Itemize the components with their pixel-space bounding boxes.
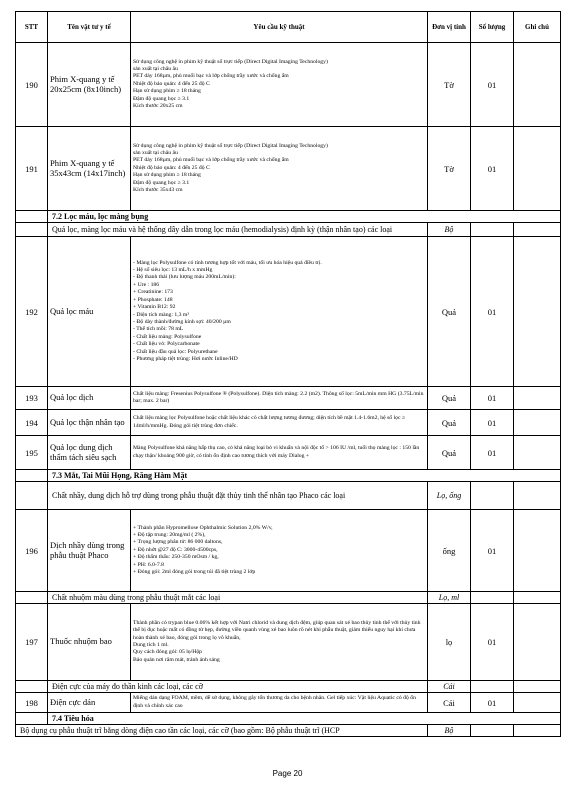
header-quantity: Số lượng	[471, 12, 514, 43]
row-stt: 196	[16, 510, 48, 592]
table-row	[16, 510, 561, 592]
page-number: Page 20	[272, 769, 303, 778]
row-unit: Cái	[428, 693, 471, 713]
row-name: Quả lọc máu	[48, 237, 131, 387]
row-unit: Quả	[428, 237, 471, 387]
row-unit: Quả	[428, 387, 471, 410]
row-quantity: 01	[471, 410, 514, 436]
table-header-row	[16, 12, 561, 43]
row-note	[514, 127, 561, 211]
group-label: Điện cực của máy đo thần kinh các loại, các cỡ	[48, 681, 428, 693]
header-name: Tên vật tư y tế	[48, 12, 131, 43]
row-name: Quả lọc dung dịch thẩm tách siêu sạch	[48, 436, 131, 470]
header-unit: Đơn vị tính	[428, 12, 471, 43]
row-stt: 197	[16, 604, 48, 681]
row-quantity: 01	[471, 510, 514, 592]
row-unit: lọ	[428, 604, 471, 681]
row-requirements: Miếng dán dạng FOAM, mềm, dễ sử dụng, không gây tổn thương da cho bệnh nhân. Gel tiếp xúc: Vật liệu Aquatic có độ ổn định và chính xác cao	[131, 693, 428, 713]
table-row	[16, 604, 561, 681]
row-unit: Tờ	[428, 127, 471, 211]
row-name: Thuốc nhuộm bao	[48, 604, 131, 681]
row-stt: 190	[16, 43, 48, 127]
section-title: 7.4 Tiêu hóa	[48, 713, 561, 725]
row-stt: 191	[16, 127, 48, 211]
group-row	[16, 482, 561, 510]
row-unit: Quả	[428, 436, 471, 470]
group-row	[16, 223, 561, 237]
row-unit: Tờ	[428, 43, 471, 127]
row-quantity: 01	[471, 604, 514, 681]
table-row	[16, 693, 561, 713]
row-quantity: 01	[471, 127, 514, 211]
row-quantity: 01	[471, 237, 514, 387]
group-label: Chất nhầy, dung dịch hỗ trợ dùng trong phẫu thuật đặt thủy tinh thể nhân tạo Phaco các loại	[48, 482, 428, 510]
header-requirements: Yêu cầu kỹ thuật	[131, 12, 428, 43]
row-stt: 195	[16, 436, 48, 470]
header-stt: STT	[16, 12, 48, 43]
row-name: Phim X-quang y tế 35x43cm (14x17inch)	[48, 127, 131, 211]
table-row	[16, 410, 561, 436]
table-row	[16, 43, 561, 127]
row-note	[514, 43, 561, 127]
row-requirements: Chất liệu màng lọc Polysulfone hoặc chất liệu khác có chất lượng tương đương; diện tích bề mặt 1.4-1.6m2, hệ số lọc ≥ 14ml/h/mmHg. Đóng gói tiệt trùng đơn chiếc.	[131, 410, 428, 436]
row-requirements: Sử dụng công nghệ in phim kỹ thuật số trực tiếp (Direct Digital Imaging Technology) sản xuất tại châu âu PET dày 168µm, phủ muối bạc và lớp chống trầy xước và chống ẩm Nhiệt độ bảo quản: 4 đến 25 độ C Hạn sử dụng phim ≥ 18 tháng Đậm độ quang học ≥ 3.1 Kích thước 35x43 cm	[131, 127, 428, 211]
table-row	[16, 387, 561, 410]
section-title: 7.2 Lọc máu, lọc màng bụng	[48, 211, 561, 223]
row-requirements: + Thành phần Hypromellose Ophthalmic Solution 2,0% W/v, + Độ tập trung: 20mg/ml ( 2%), + Trọng lượng phân tử: 86 000 daltons, + Độ nhớt @27 độ C: 3000-4500cps, + Độ thẩm thấu: 250-350 mOsm / kg, + PH: 6.0-7.8 + Đóng gói: 2ml đóng gói trong túi đã tiệt trùng 2 lớp	[131, 510, 428, 592]
group-unit: Lọ, ml	[428, 592, 471, 604]
group-unit: Cái	[428, 681, 471, 693]
equipment-table	[15, 11, 561, 737]
group-row	[16, 725, 561, 737]
header-note: Ghi chú	[514, 12, 561, 43]
row-name: Điện cực dán	[48, 693, 131, 713]
row-requirements: Sử dụng công nghệ in phim kỹ thuật số trực tiếp (Direct Digital Imaging Technology) sản xuất tại châu âu PET dày 168µm, phủ muối bạc và lớp chống trầy xước và chống ẩm Nhiệt độ bảo quản: 4 đến 25 độ C Hạn sử dụng phim ≥ 18 tháng Đậm độ quang học ≥ 3.1 Kích thước 20x25 cm	[131, 43, 428, 127]
row-note	[514, 604, 561, 681]
group-row	[16, 592, 561, 604]
row-requirements: Màng Polysulfone khả năng hấp thụ cao, có khả năng loại bỏ vi khuẩn và nội độc tố > 106 IU /ml, tuổi thọ màng lọc : 150 lần chạy thận/ khoảng 900 giờ, có tính ổn định cao tương thích với máy Dialog +	[131, 436, 428, 470]
row-stt: 192	[16, 237, 48, 387]
section-title: 7.3 Mắt, Tai Mũi Họng, Răng Hàm Mặt	[48, 470, 561, 482]
section-row	[16, 211, 561, 223]
group-label: Quả lọc, màng lọc máu và hệ thống dây dẫn trong lọc máu (hemodialysis) định kỳ (thận nhân tạo) các loại	[48, 223, 428, 237]
group-unit: Bộ	[428, 725, 471, 737]
group-unit: Lọ, ống	[428, 482, 471, 510]
row-quantity: 01	[471, 387, 514, 410]
row-note	[514, 410, 561, 436]
row-name: Phim X-quang y tế 20x25cm (8x10inch)	[48, 43, 131, 127]
row-quantity: 01	[471, 693, 514, 713]
row-note	[514, 436, 561, 470]
table-row	[16, 237, 561, 387]
row-note	[514, 387, 561, 410]
row-unit: Quả	[428, 410, 471, 436]
row-quantity: 01	[471, 43, 514, 127]
section-row	[16, 470, 561, 482]
row-requirements: Chất liệu màng: Fresenius Polysulfone ® (Polysulfone). Diện tích màng: 2.2 (m2). Thông số lọc: 5mL/min mm HG (3.75L/min bar; max. 2 bar)	[131, 387, 428, 410]
group-unit: Bộ	[428, 223, 471, 237]
group-label: Chất nhuộm màu dùng trong phẫu thuật mắt các loại	[48, 592, 428, 604]
row-requirements: Thành phần có trypan blue 0.06% kết hợp với Natri chlorid và dung dịch đệm, giúp quan sát xé bao thủy tinh thể với thủy tinh thể bị đục hoặc mất có đồng tử hẹp, đường viền quanh vùng xé bao luôn rõ nét khi phẫu thuật, giảm thiểu nguy hại khi chưa hoàn thành xé bao, đóng gói trong lọ vô khuẩn, Dung tích 1 ml. Quy cách đóng gói: 05 lọ/Hộp Bảo quản nơi râm mát, tránh ánh sáng	[131, 604, 428, 681]
row-stt: 198	[16, 693, 48, 713]
row-note	[514, 237, 561, 387]
row-quantity: 01	[471, 436, 514, 470]
row-name: Dịch nhầy dùng trong phẫu thuật Phaco	[48, 510, 131, 592]
row-requirements: - Màng lọc Polysulfone có tính tương hợp tốt với máu, tối ưu hóa hiệu quả điều trị. - Hệ số siêu lọc: 13 mL/h x mmHg - Độ thanh thải (lưu lượng máu 200mL/min): + Ure : 186 + Creatinine: 173 + Phosphate: 148 + Vitamin B12: 92 - Diện tích màng: 1,3 m² - Độ dày thành/đường kính sợi: 40/200 µm - Thể tích mồi: 78 mL - Chất liệu màng: Polysulfone - Chất liệu vỏ: Polycarbonate - Chất liệu đầu quả lọc: Polyurethane - Phương pháp tiệt trùng: Hơi nước Inline/HD	[131, 237, 428, 387]
group-row	[16, 681, 561, 693]
section-row	[16, 713, 561, 725]
row-name: Quả lọc dịch	[48, 387, 131, 410]
row-name: Quả lọc thận nhân tạo	[48, 410, 131, 436]
table-row	[16, 436, 561, 470]
table-row	[16, 127, 561, 211]
group-label: Bộ dụng cụ phẫu thuật trĩ bằng dòng điện cao tần các loại, các cỡ (bao gồm: Bộ phẫu thuật trĩ (HCP	[16, 725, 428, 737]
row-stt: 193	[16, 387, 48, 410]
row-unit: ống	[428, 510, 471, 592]
row-note	[514, 693, 561, 713]
row-note	[514, 510, 561, 592]
row-stt: 194	[16, 410, 48, 436]
